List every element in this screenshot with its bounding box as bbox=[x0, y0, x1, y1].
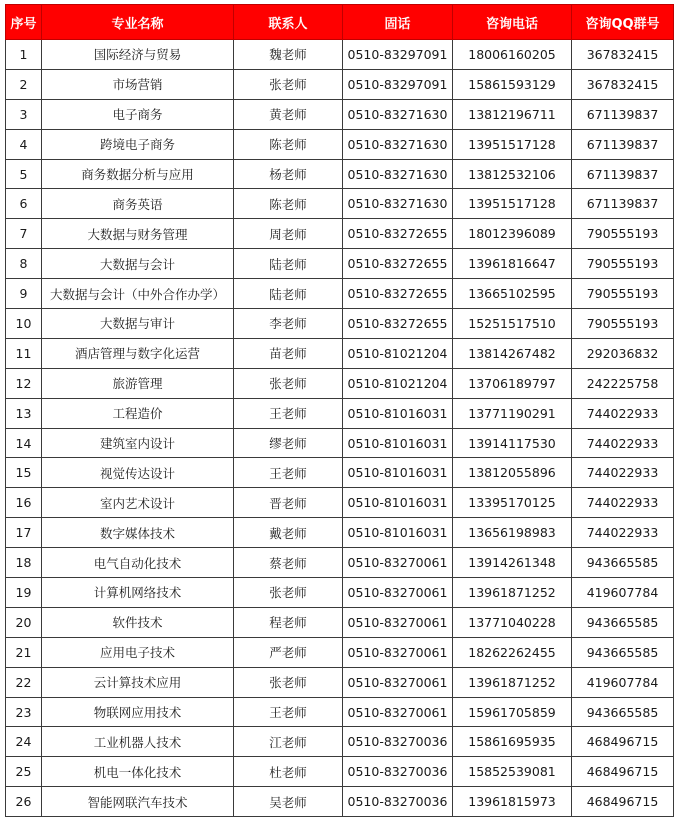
cell-contact: 张老师 bbox=[234, 69, 343, 99]
table-body bbox=[6, 40, 674, 817]
table-row bbox=[6, 458, 674, 488]
cell-major: 大数据与财务管理 bbox=[42, 219, 234, 249]
cell-index: 13 bbox=[6, 398, 42, 428]
cell-qq-group: 790555193 bbox=[572, 279, 674, 309]
cell-major: 工程造价 bbox=[42, 398, 234, 428]
cell-phone: 18012396089 bbox=[453, 219, 572, 249]
cell-landline: 0510-83270061 bbox=[343, 697, 453, 727]
table-row bbox=[6, 667, 674, 697]
cell-major: 数字媒体技术 bbox=[42, 518, 234, 548]
cell-phone: 13812196711 bbox=[453, 99, 572, 129]
table-row bbox=[6, 40, 674, 70]
cell-landline: 0510-83271630 bbox=[343, 189, 453, 219]
cell-landline: 0510-83272655 bbox=[343, 249, 453, 279]
cell-major: 工业机器人技术 bbox=[42, 727, 234, 757]
cell-index: 8 bbox=[6, 249, 42, 279]
cell-landline: 0510-83271630 bbox=[343, 129, 453, 159]
cell-landline: 0510-83297091 bbox=[343, 40, 453, 70]
cell-contact: 戴老师 bbox=[234, 518, 343, 548]
table-row bbox=[6, 129, 674, 159]
cell-qq-group: 744022933 bbox=[572, 398, 674, 428]
cell-major: 应用电子技术 bbox=[42, 637, 234, 667]
table-row bbox=[6, 637, 674, 667]
cell-index: 9 bbox=[6, 279, 42, 309]
cell-phone: 13961816647 bbox=[453, 249, 572, 279]
header-major: 专业名称 bbox=[42, 5, 234, 40]
cell-phone: 13914117530 bbox=[453, 428, 572, 458]
cell-index: 15 bbox=[6, 458, 42, 488]
cell-qq-group: 468496715 bbox=[572, 727, 674, 757]
cell-contact: 缪老师 bbox=[234, 428, 343, 458]
cell-qq-group: 468496715 bbox=[572, 787, 674, 817]
cell-phone: 13771040228 bbox=[453, 607, 572, 637]
header-phone: 咨询电话 bbox=[453, 5, 572, 40]
cell-index: 26 bbox=[6, 787, 42, 817]
cell-index: 16 bbox=[6, 488, 42, 518]
cell-contact: 杜老师 bbox=[234, 757, 343, 787]
cell-phone: 13951517128 bbox=[453, 129, 572, 159]
cell-phone: 13812055896 bbox=[453, 458, 572, 488]
cell-landline: 0510-83272655 bbox=[343, 309, 453, 339]
cell-landline: 0510-83270061 bbox=[343, 637, 453, 667]
table-row bbox=[6, 697, 674, 727]
table-row bbox=[6, 398, 674, 428]
cell-major: 国际经济与贸易 bbox=[42, 40, 234, 70]
cell-phone: 13395170125 bbox=[453, 488, 572, 518]
cell-index: 10 bbox=[6, 309, 42, 339]
cell-contact: 陆老师 bbox=[234, 249, 343, 279]
cell-major: 智能网联汽车技术 bbox=[42, 787, 234, 817]
cell-major: 商务数据分析与应用 bbox=[42, 159, 234, 189]
cell-contact: 黄老师 bbox=[234, 99, 343, 129]
cell-contact: 程老师 bbox=[234, 607, 343, 637]
cell-index: 22 bbox=[6, 667, 42, 697]
table-row bbox=[6, 428, 674, 458]
cell-phone: 15961705859 bbox=[453, 697, 572, 727]
cell-contact: 魏老师 bbox=[234, 40, 343, 70]
cell-major: 大数据与会计（中外合作办学） bbox=[42, 279, 234, 309]
table-row bbox=[6, 727, 674, 757]
cell-index: 25 bbox=[6, 757, 42, 787]
cell-landline: 0510-81016031 bbox=[343, 398, 453, 428]
cell-major: 市场营销 bbox=[42, 69, 234, 99]
cell-landline: 0510-83270036 bbox=[343, 757, 453, 787]
cell-landline: 0510-83270061 bbox=[343, 578, 453, 608]
cell-index: 7 bbox=[6, 219, 42, 249]
table-row bbox=[6, 607, 674, 637]
cell-qq-group: 744022933 bbox=[572, 428, 674, 458]
cell-contact: 张老师 bbox=[234, 667, 343, 697]
cell-index: 6 bbox=[6, 189, 42, 219]
cell-index: 2 bbox=[6, 69, 42, 99]
cell-landline: 0510-81021204 bbox=[343, 338, 453, 368]
cell-qq-group: 367832415 bbox=[572, 40, 674, 70]
cell-phone: 18006160205 bbox=[453, 40, 572, 70]
cell-contact: 晋老师 bbox=[234, 488, 343, 518]
cell-contact: 蔡老师 bbox=[234, 548, 343, 578]
cell-qq-group: 468496715 bbox=[572, 757, 674, 787]
cell-index: 17 bbox=[6, 518, 42, 548]
cell-index: 14 bbox=[6, 428, 42, 458]
contacts-table bbox=[5, 4, 674, 817]
cell-major: 电子商务 bbox=[42, 99, 234, 129]
cell-contact: 江老师 bbox=[234, 727, 343, 757]
cell-landline: 0510-83297091 bbox=[343, 69, 453, 99]
cell-qq-group: 292036832 bbox=[572, 338, 674, 368]
table-row bbox=[6, 189, 674, 219]
cell-qq-group: 671139837 bbox=[572, 159, 674, 189]
table-row bbox=[6, 159, 674, 189]
table-row bbox=[6, 99, 674, 129]
header-landline: 固话 bbox=[343, 5, 453, 40]
cell-qq-group: 790555193 bbox=[572, 249, 674, 279]
table-row bbox=[6, 368, 674, 398]
header-qq-group: 咨询QQ群号 bbox=[572, 5, 674, 40]
table-row bbox=[6, 338, 674, 368]
cell-index: 11 bbox=[6, 338, 42, 368]
header-row bbox=[6, 5, 674, 40]
cell-major: 物联网应用技术 bbox=[42, 697, 234, 727]
cell-landline: 0510-81021204 bbox=[343, 368, 453, 398]
cell-qq-group: 671139837 bbox=[572, 129, 674, 159]
cell-major: 商务英语 bbox=[42, 189, 234, 219]
cell-phone: 15251517510 bbox=[453, 309, 572, 339]
cell-contact: 王老师 bbox=[234, 697, 343, 727]
cell-landline: 0510-83270036 bbox=[343, 787, 453, 817]
table-row bbox=[6, 518, 674, 548]
cell-qq-group: 671139837 bbox=[572, 99, 674, 129]
cell-contact: 王老师 bbox=[234, 458, 343, 488]
cell-landline: 0510-83272655 bbox=[343, 279, 453, 309]
table-row bbox=[6, 249, 674, 279]
table-row bbox=[6, 219, 674, 249]
table-row bbox=[6, 69, 674, 99]
cell-landline: 0510-83270061 bbox=[343, 607, 453, 637]
cell-phone: 13951517128 bbox=[453, 189, 572, 219]
cell-landline: 0510-83271630 bbox=[343, 99, 453, 129]
cell-major: 软件技术 bbox=[42, 607, 234, 637]
table-row bbox=[6, 488, 674, 518]
cell-qq-group: 744022933 bbox=[572, 518, 674, 548]
cell-contact: 陆老师 bbox=[234, 279, 343, 309]
cell-major: 酒店管理与数字化运营 bbox=[42, 338, 234, 368]
table-row bbox=[6, 787, 674, 817]
cell-phone: 15861593129 bbox=[453, 69, 572, 99]
table-header bbox=[6, 5, 674, 40]
cell-qq-group: 790555193 bbox=[572, 219, 674, 249]
cell-landline: 0510-83270061 bbox=[343, 548, 453, 578]
cell-qq-group: 744022933 bbox=[572, 458, 674, 488]
cell-contact: 严老师 bbox=[234, 637, 343, 667]
cell-index: 12 bbox=[6, 368, 42, 398]
cell-landline: 0510-83270036 bbox=[343, 727, 453, 757]
cell-phone: 13961871252 bbox=[453, 667, 572, 697]
cell-major: 机电一体化技术 bbox=[42, 757, 234, 787]
table-row bbox=[6, 309, 674, 339]
cell-major: 建筑室内设计 bbox=[42, 428, 234, 458]
cell-index: 18 bbox=[6, 548, 42, 578]
cell-qq-group: 943665585 bbox=[572, 697, 674, 727]
table-row bbox=[6, 279, 674, 309]
cell-major: 云计算技术应用 bbox=[42, 667, 234, 697]
cell-qq-group: 671139837 bbox=[572, 189, 674, 219]
cell-index: 20 bbox=[6, 607, 42, 637]
cell-qq-group: 367832415 bbox=[572, 69, 674, 99]
cell-major: 旅游管理 bbox=[42, 368, 234, 398]
cell-phone: 13914261348 bbox=[453, 548, 572, 578]
cell-phone: 15861695935 bbox=[453, 727, 572, 757]
cell-index: 24 bbox=[6, 727, 42, 757]
cell-phone: 13656198983 bbox=[453, 518, 572, 548]
cell-phone: 13961815973 bbox=[453, 787, 572, 817]
header-contact: 联系人 bbox=[234, 5, 343, 40]
cell-phone: 13771190291 bbox=[453, 398, 572, 428]
cell-phone: 13812532106 bbox=[453, 159, 572, 189]
cell-major: 室内艺术设计 bbox=[42, 488, 234, 518]
cell-index: 3 bbox=[6, 99, 42, 129]
cell-phone: 13706189797 bbox=[453, 368, 572, 398]
cell-index: 21 bbox=[6, 637, 42, 667]
cell-qq-group: 943665585 bbox=[572, 607, 674, 637]
cell-contact: 吴老师 bbox=[234, 787, 343, 817]
cell-contact: 王老师 bbox=[234, 398, 343, 428]
cell-landline: 0510-83271630 bbox=[343, 159, 453, 189]
header-index: 序号 bbox=[6, 5, 42, 40]
cell-index: 23 bbox=[6, 697, 42, 727]
cell-landline: 0510-83270061 bbox=[343, 667, 453, 697]
cell-contact: 周老师 bbox=[234, 219, 343, 249]
cell-index: 1 bbox=[6, 40, 42, 70]
cell-index: 5 bbox=[6, 159, 42, 189]
cell-index: 19 bbox=[6, 578, 42, 608]
cell-contact: 张老师 bbox=[234, 368, 343, 398]
cell-landline: 0510-81016031 bbox=[343, 428, 453, 458]
cell-major: 电气自动化技术 bbox=[42, 548, 234, 578]
cell-qq-group: 744022933 bbox=[572, 488, 674, 518]
cell-qq-group: 419607784 bbox=[572, 667, 674, 697]
cell-contact: 陈老师 bbox=[234, 189, 343, 219]
cell-contact: 李老师 bbox=[234, 309, 343, 339]
cell-qq-group: 943665585 bbox=[572, 637, 674, 667]
cell-qq-group: 943665585 bbox=[572, 548, 674, 578]
cell-qq-group: 790555193 bbox=[572, 309, 674, 339]
cell-major: 跨境电子商务 bbox=[42, 129, 234, 159]
cell-landline: 0510-81016031 bbox=[343, 518, 453, 548]
cell-contact: 杨老师 bbox=[234, 159, 343, 189]
cell-phone: 15852539081 bbox=[453, 757, 572, 787]
cell-index: 4 bbox=[6, 129, 42, 159]
cell-major: 大数据与会计 bbox=[42, 249, 234, 279]
cell-phone: 13814267482 bbox=[453, 338, 572, 368]
cell-contact: 张老师 bbox=[234, 578, 343, 608]
cell-phone: 13665102595 bbox=[453, 279, 572, 309]
cell-phone: 18262262455 bbox=[453, 637, 572, 667]
cell-phone: 13961871252 bbox=[453, 578, 572, 608]
cell-contact: 苗老师 bbox=[234, 338, 343, 368]
cell-contact: 陈老师 bbox=[234, 129, 343, 159]
cell-major: 大数据与审计 bbox=[42, 309, 234, 339]
cell-landline: 0510-81016031 bbox=[343, 458, 453, 488]
cell-qq-group: 419607784 bbox=[572, 578, 674, 608]
table-row bbox=[6, 548, 674, 578]
cell-landline: 0510-81016031 bbox=[343, 488, 453, 518]
cell-landline: 0510-83272655 bbox=[343, 219, 453, 249]
table-row bbox=[6, 757, 674, 787]
table-row bbox=[6, 578, 674, 608]
cell-major: 视觉传达设计 bbox=[42, 458, 234, 488]
cell-major: 计算机网络技术 bbox=[42, 578, 234, 608]
cell-qq-group: 242225758 bbox=[572, 368, 674, 398]
